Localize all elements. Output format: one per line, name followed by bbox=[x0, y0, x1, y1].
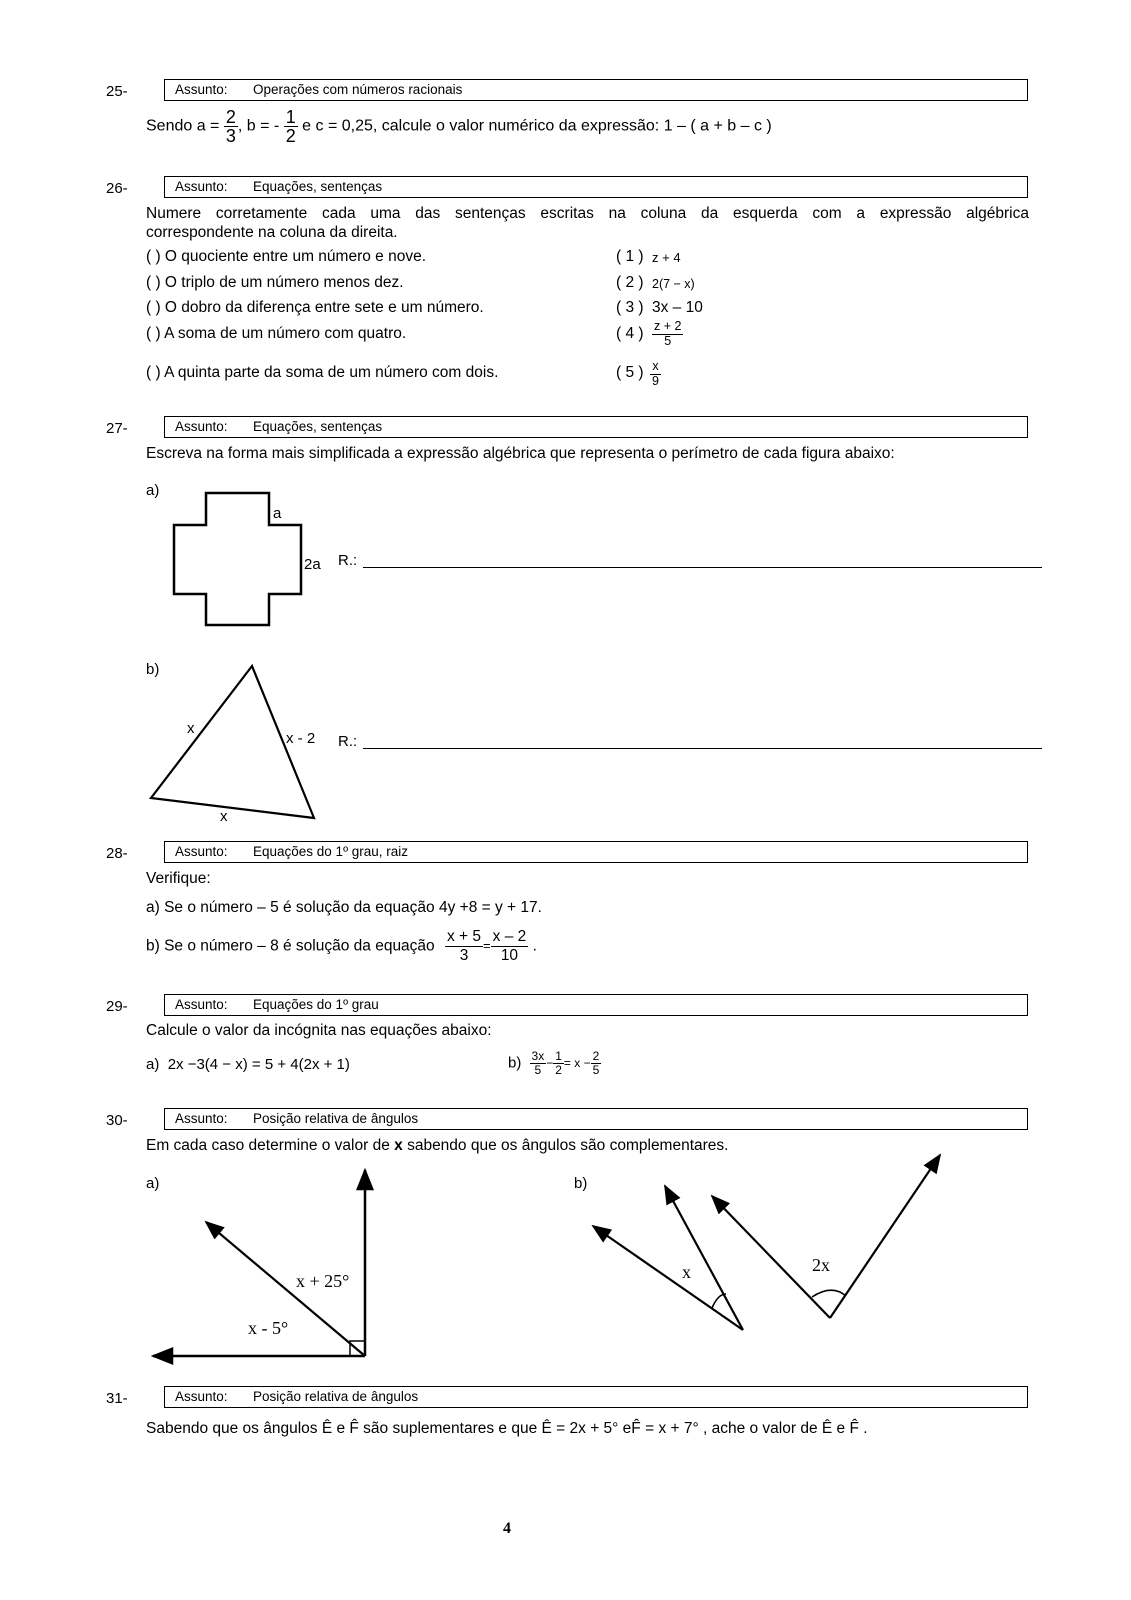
question-number-31: 31- bbox=[106, 1390, 128, 1407]
question-number-25: 25- bbox=[106, 83, 128, 100]
subject-box-29: Assunto: Equações do 1º grau bbox=[164, 994, 1028, 1016]
subject-box-28: Assunto: Equações do 1º grau, raiz bbox=[164, 841, 1028, 863]
subject-box-27: Assunto: Equações, sentenças bbox=[164, 416, 1028, 438]
subject-box-26: Assunto: Equações, sentenças bbox=[164, 176, 1028, 198]
right-label-3: ( 3 ) bbox=[616, 299, 644, 316]
answer-label-b: R.: bbox=[338, 733, 358, 750]
subject-value: Operações com números racionais bbox=[253, 82, 463, 97]
part-a-label-30: a) bbox=[146, 1175, 160, 1192]
right-expr-4: $\frac{z + 2}{5}$ bbox=[654, 319, 682, 348]
right-expr-3: 3x – 10 bbox=[652, 299, 703, 316]
question-text-25: Sendo a = $\frac{2}{3}$ , b = - $\frac{1}{2}$ e c = 0,25, calcule o valor numérico da expressão: 1 – ( a + b – c ) bbox=[146, 107, 772, 146]
subject-box-30: Assunto: Posição relativa de ângulos bbox=[164, 1108, 1028, 1130]
triangle-bottom-label: x bbox=[220, 808, 228, 825]
item-b-28: b) Se o número – 8 é solução da equação $\frac{x + 5}{3}$ = $\frac{x - 2}{10}$ . bbox=[146, 928, 537, 964]
part-b-label: b) bbox=[146, 661, 160, 678]
triangle-left-label: x bbox=[187, 720, 195, 737]
angle-label-upper: x + 25° bbox=[296, 1271, 350, 1291]
question-number-27: 27- bbox=[106, 420, 128, 437]
page-number: 4 bbox=[503, 1520, 511, 1537]
fraction-b: $\frac{1}{2}$ bbox=[285, 107, 296, 146]
triangle-right-label: x - 2 bbox=[286, 730, 316, 747]
right-expr-5: $\frac{x}{9}$ bbox=[652, 359, 659, 388]
label-2a: 2a bbox=[304, 556, 321, 573]
label-a: a bbox=[273, 505, 282, 522]
equation-a-29: a) 2x −3(4 − x) = 5 + 4(2x + 1) bbox=[146, 1056, 350, 1073]
question-text-27: Escreva na forma mais simplificada a expressão algébrica que representa o perímetro de cada figura abaixo: bbox=[146, 445, 895, 462]
part-b-label-30: b) bbox=[574, 1175, 588, 1192]
question-text-29: Calcule o valor da incógnita nas equações abaixo: bbox=[146, 1022, 492, 1039]
right-label-4: ( 4 ) bbox=[616, 325, 644, 342]
fraction-a: $\frac{2}{3}$ bbox=[225, 107, 236, 146]
question-text-31: Sabendo que os ângulos Ê e F̂ são suplementares e que Ê = 2x + 5° eF̂ = x + 7° , ache o valor de Ê e F̂ . bbox=[146, 1420, 868, 1437]
angle-label-x: x bbox=[682, 1262, 691, 1282]
question-number-30: 30- bbox=[106, 1112, 128, 1129]
left-item-3: ( ) O dobro da diferença entre sete e um número. bbox=[146, 299, 484, 316]
subject-box-31: Assunto: Posição relativa de ângulos bbox=[164, 1386, 1028, 1408]
right-expr-1: z + 4 bbox=[652, 250, 681, 265]
equation-b-29: b) $\frac{3x}{5}$ − $\frac{1}{2}$ = x − $\frac{2}{5}$ bbox=[508, 1049, 600, 1078]
left-item-4: ( ) A soma de um número com quatro. bbox=[146, 325, 407, 342]
question-number-26: 26- bbox=[106, 180, 128, 197]
question-text-30: Em cada caso determine o valor de x sabendo que os ângulos são complementares. bbox=[146, 1137, 729, 1154]
left-item-5: ( ) A quinta parte da soma de um número com dois. bbox=[146, 364, 499, 381]
right-label-1: ( 1 ) bbox=[616, 248, 644, 265]
intro-line-2: correspondente na coluna da direita. bbox=[146, 224, 398, 241]
right-label-5: ( 5 ) bbox=[616, 364, 644, 381]
answer-label-a: R.: bbox=[338, 552, 358, 569]
angle-label-2x: 2x bbox=[812, 1255, 830, 1275]
intro-line-1: Numere corretamente cada uma das sentenças escritas na coluna da esquerda com a expressão algébrica bbox=[146, 205, 1029, 222]
question-number-29: 29- bbox=[106, 998, 128, 1015]
right-label-2: ( 2 ) bbox=[616, 274, 644, 291]
part-a-label: a) bbox=[146, 482, 160, 499]
left-item-2: ( ) O triplo de um número menos dez. bbox=[146, 274, 404, 291]
verify-label: Verifique: bbox=[146, 870, 211, 887]
right-expr-2: 2(7 − x) bbox=[652, 277, 695, 291]
angle-label-lower: x - 5° bbox=[248, 1318, 289, 1338]
left-item-1: ( ) O quociente entre um número e nove. bbox=[146, 248, 427, 265]
question-number-28: 28- bbox=[106, 845, 128, 862]
item-a-28: a) Se o número – 5 é solução da equação 4y +8 = y + 17. bbox=[146, 899, 542, 916]
subject-label: Assunto: bbox=[175, 82, 228, 97]
